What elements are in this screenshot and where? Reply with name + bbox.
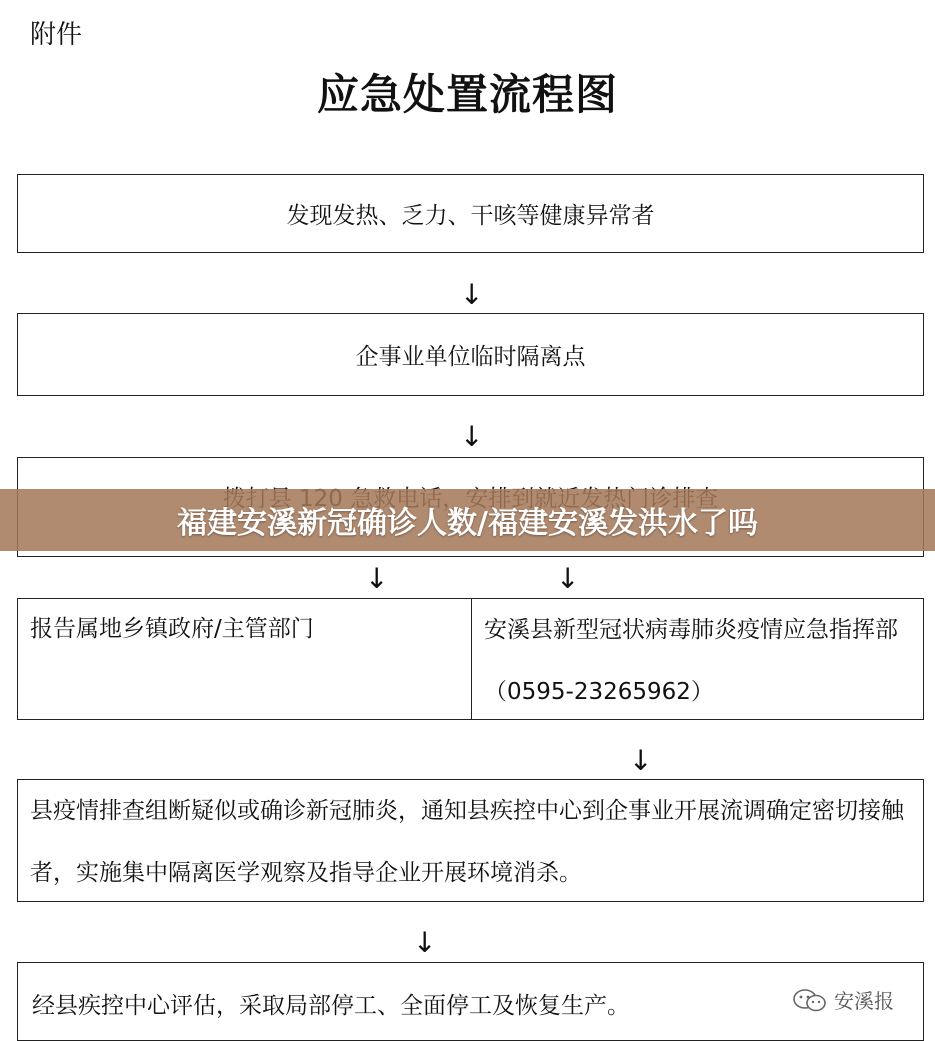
flow-step-5 bbox=[17, 779, 924, 902]
watermark bbox=[792, 985, 894, 1014]
flow-step-4-left-text: 报告属地乡镇政府/主管部门 bbox=[30, 616, 314, 642]
flow-step-6-text: 经县疾控中心评估，采取局部停工、全面停工及恢复生产。 bbox=[32, 993, 630, 1019]
flow-step-6 bbox=[17, 962, 924, 1041]
banner-text: 福建安溪新冠确诊人数/福建安溪发洪水了吗 bbox=[177, 506, 758, 541]
flow-step-1 bbox=[17, 174, 924, 253]
watermark-text: 安溪报 bbox=[834, 989, 894, 1013]
arrow-down-icon: ↓ bbox=[556, 562, 580, 595]
arrow-down-icon: ↓ bbox=[413, 926, 437, 959]
arrow-down-icon: ↓ bbox=[460, 278, 484, 311]
arrow-down-icon: ↓ bbox=[460, 420, 484, 453]
flow-step-2-text: 企事业单位临时隔离点 bbox=[355, 344, 586, 370]
flow-step-5-text: 县疫情排查组断疑似或确诊新冠肺炎，通知县疾控中心到企事业开展流调确定密切接触者，实施集中隔离医学观察及指导企业开展环境消杀。 bbox=[30, 798, 904, 886]
flow-step-2 bbox=[17, 313, 924, 396]
flow-step-1-text: 发现发热、乏力、干咳等健康异常者 bbox=[286, 203, 655, 229]
arrow-down-icon: ↓ bbox=[365, 562, 389, 595]
arrow-down-icon: ↓ bbox=[629, 744, 653, 777]
flow-step-4-right-text: 安溪县新型冠状病毒肺炎疫情应急指挥部（0595-23265962） bbox=[484, 617, 898, 705]
attachment-label: 附件 bbox=[30, 20, 83, 50]
page-title: 应急处置流程图 bbox=[316, 70, 618, 119]
title-banner bbox=[0, 489, 935, 551]
wechat-icon bbox=[792, 988, 828, 1012]
flow-step-4-left bbox=[17, 598, 472, 720]
flow-step-4-right bbox=[471, 598, 924, 720]
